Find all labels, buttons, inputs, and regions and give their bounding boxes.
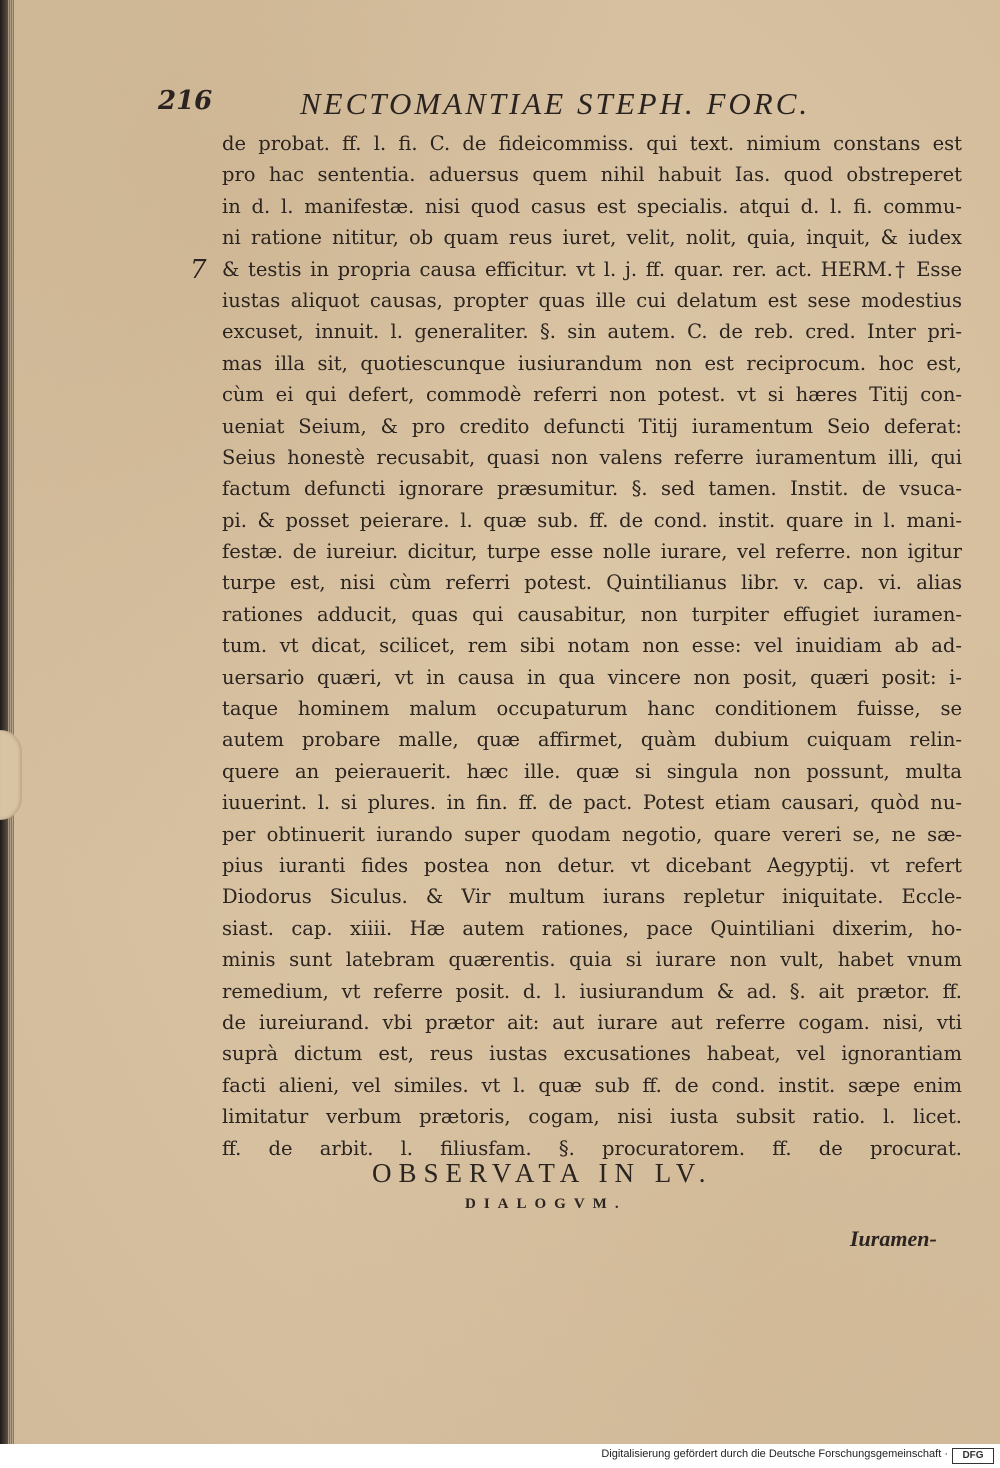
text-line: excuset, innuit. l. generaliter. §. sin autem. C. de reb. cred. Inter pri- <box>222 320 962 344</box>
text-line: rationes adducit, quas qui causabitur, non turpiter effugiet iuramen- <box>222 602 962 626</box>
text-line: per obtinuerit iurando super quodam negotio, quare vereri se, ne sæ- <box>222 822 962 846</box>
text-line: in d. l. manifestæ. nisi quod casus est specialis. atqui d. l. fi. commu- <box>222 194 962 218</box>
dfg-logo-icon: DFG <box>952 1448 994 1464</box>
catchword: Iuramen- <box>850 1226 937 1251</box>
text-line: pius iuranti fides postea non detur. vt dicebant Aegyptij. vt refert <box>222 853 962 877</box>
running-head: NECTOMANTIAE STEPH. FORC. <box>300 86 811 121</box>
body-text <box>222 128 962 1164</box>
text-line: & testis in propria causa efficitur. vt l. j. ff. quar. rer. act. HERM.† Esse <box>222 257 962 281</box>
text-line: suprà dictum est, reus iustas excusationes habeat, vel ignorantiam <box>222 1042 962 1066</box>
text-line: ff. de arbit. l. filiusfam. §. procuratorem. ff. de procurat. <box>222 1136 962 1160</box>
text-line: taque hominem malum occupaturum hanc conditionem fuisse, se <box>222 697 962 721</box>
text-line: ni ratione nititur, ob quam reus iuret, velit, nolit, quia, inquit, & iudex <box>222 226 962 250</box>
text-line: factum defuncti ignorare præsumitur. §. sed tamen. Instit. de vsuca- <box>222 477 962 501</box>
text-line: uersario quæri, vt in causa in qua vincere non posit, quæri posit: i- <box>222 665 962 689</box>
text-line: facti alieni, vel similes. vt l. quæ sub ff. de cond. instit. sæpe enim <box>222 1073 962 1097</box>
thumb-index-notch <box>0 730 22 820</box>
text-line: pi. & posset peierare. l. quæ sub. ff. de cond. instit. quare in l. mani- <box>222 508 962 532</box>
text-line: Diodorus Siculus. & Vir multum iurans repletur iniquitate. Eccle- <box>222 885 962 909</box>
page-header <box>0 86 1000 126</box>
section-subtitle: DIALOGVM. <box>465 1196 627 1212</box>
text-line: tum. vt dicat, scilicet, rem sibi notam non esse: vel inuidiam ab ad- <box>222 634 962 658</box>
text-line: iuuerint. l. si plures. in fin. ff. de pact. Potest etiam causari, quòd nu- <box>222 791 962 815</box>
text-line: mas illa sit, quotiescunque iusiurandum non est reciprocum. hoc est, <box>222 351 962 375</box>
margin-note-number: 7 <box>190 255 207 285</box>
text-line: pro hac sententia. aduersus quem nihil habuit Ias. quod obstreperet <box>222 163 962 187</box>
digitization-footer <box>0 1444 1000 1468</box>
text-line: ueniat Seium, & pro credito defuncti Titij iuramentum Seio deferat: <box>222 414 962 438</box>
text-line: cùm ei qui defert, commodè referri non potest. vt si hæres Titij con- <box>222 383 962 407</box>
text-line: Seius honestè recusabit, quasi non valens referre iuramentum illi, qui <box>222 445 962 469</box>
text-line: iustas aliquot causas, propter quas ille cui delatum est sese modestius <box>222 288 962 312</box>
text-line: autem probare malle, quæ affirmet, quàm dubium cuiquam relin- <box>222 728 962 752</box>
text-line: turpe est, nisi cùm referri potest. Quintilianus libr. v. cap. vi. alias <box>222 571 962 595</box>
text-line: festæ. de iureiur. dicitur, turpe esse nolle iurare, vel referre. non igitur <box>222 540 962 564</box>
section-title: OBSERVATA IN LV. <box>372 1158 713 1188</box>
text-line: limitatur verbum prætoris, cogam, nisi iusta subsit ratio. l. licet. <box>222 1105 962 1129</box>
text-line: minis sunt latebram quærentis. quia si iurare non vult, habet vnum <box>222 948 962 972</box>
text-line: siast. cap. xiiii. Hæ autem rationes, pace Quintiliani dixerim, ho- <box>222 916 962 940</box>
text-line: quere an peierauerit. hæc ille. quæ si singula non possunt, multa <box>222 759 962 783</box>
text-line: remedium, vt referre posit. d. l. iusiurandum & ad. §. ait prætor. ff. <box>222 979 962 1003</box>
footer-credit: Digitalisierung gefördert durch die Deutsche Forschungsgemeinschaft · <box>601 1448 948 1460</box>
page-number: 216 <box>158 86 213 116</box>
text-line: de probat. ff. l. fi. C. de fideicommiss. qui text. nimium constans est <box>222 132 962 155</box>
text-line: de iureiurand. vbi prætor ait: aut iurare aut referre cogam. nisi, vti <box>222 1010 962 1034</box>
